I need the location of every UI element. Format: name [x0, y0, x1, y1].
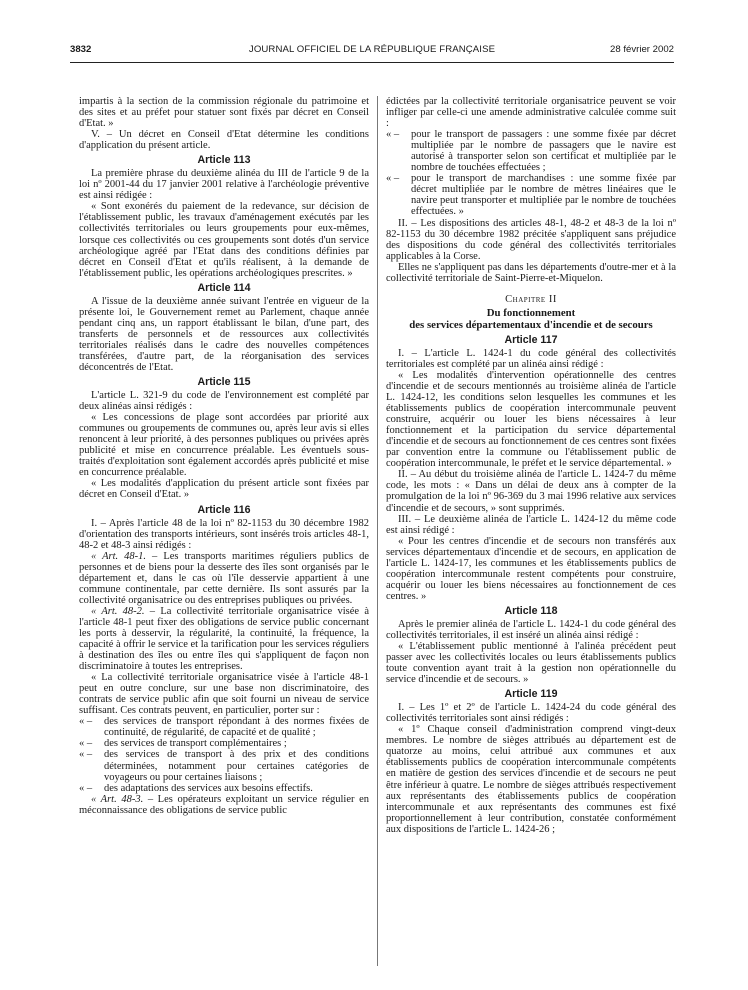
article-heading: Article 115	[197, 376, 251, 389]
paragraph	[79, 606, 369, 672]
list-dash: « –	[79, 782, 93, 794]
paragraph-text: « Pour les centres d'incendie et de secours non transférés aux services départementaux d'incendie et de secours, en application de l'article L. 1424-17, les communes et les établissements publics de coopération intercommunale restent compétents pour construire, acquérir ou louer les biens nécessaires au fonctionnement de ces centres. »	[386, 535, 676, 602]
paragraph	[79, 129, 369, 151]
paragraph	[79, 794, 369, 816]
paragraph-text: I. – L'article L. 1424-1 du code général des collectivités territoriales est complété par un alinéa ainsi rédigé :	[386, 347, 676, 370]
list-dash: « –	[79, 716, 93, 728]
paragraph-text: « 1º Chaque conseil d'administration comprend vingt-deux membres. Le nombre de sièges attribués au département est de quatorze au moins, celui attribué aux communes et aux établissements publics de coopération intercommunale compétents en matière de gestion des services d'incendie et de secours ne peut être inférieur à quatre. Le nombre de sièges attribués respectivement aux représentants des établissements publics de coopération intercommunale et aux représentants des communes est fixé proportionnellement à leur contribution, constatée conformément aux dispositions de l'article L. 1424-26 ;	[386, 724, 676, 835]
paragraph-text: « Les modalités d'intervention opérationnelle des centres d'incendie et de secours mentionnés au troisième alinéa de l'article L. 1424-12, les conditions selon lesquelles les communes et les établissements publics de coopération intercommunale peuvent construire, acquérir ou louer les biens nécessaires à leur fonctionnement et la participation du service départemental d'incendie et de secours au fonctionnement de ces centres sont fixées par convention entre la commune ou l'établissement public de coopération intercommunale, le préfet et le service départemental. »	[386, 369, 676, 470]
paragraph-text: « La collectivité territoriale organisatrice visée à l'article 48-1 peut en outre conclure, sur une base non discriminatoire, des contrats de service public afin que soit fourni un niveau de service suffisant. Ces contrats peuvent, en particulier, porter sur :	[79, 672, 369, 717]
paragraph-text: III. – Le deuxième alinéa de l'article L. 1424-12 du même code est ainsi rédigé :	[386, 513, 676, 536]
paragraph	[79, 390, 369, 412]
paragraph-text: I. – Les 1º et 2º de l'article L. 1424-24 du code général des collectivités territoriales sont ainsi rédigés :	[386, 702, 676, 725]
article-heading: Article 118	[504, 604, 558, 617]
article-heading: Article 114	[197, 281, 251, 294]
paragraph	[386, 469, 676, 513]
article-heading: Article 117	[504, 333, 558, 346]
article-reference: « Art. 48-3.	[91, 793, 144, 805]
paragraph-text: II. – Au début du troisième alinéa de l'article L. 1424-7 du même code, les mots : « Dans un délai de deux ans à compter de la promulgation de la loi nº 96-369 du 3 mai 1996 relative aux services d'incendie et de secours, » sont supprimés.	[386, 469, 676, 514]
chapter-title: Du fonctionnement	[486, 306, 576, 319]
paragraph	[386, 724, 676, 834]
paragraph-text: Après le premier alinéa de l'article L. 1424-1 du code général des collectivités territoriales, il est inséré un alinéa ainsi rédigé :	[386, 618, 676, 641]
paragraph-text: Elles ne s'appliquent pas dans les départements d'outre-mer et à la collectivité territoriale de Saint-Pierre-et-Miquelon.	[386, 261, 676, 284]
list-item	[79, 716, 369, 738]
paragraph	[386, 96, 676, 129]
article-heading: Article 119	[504, 688, 558, 701]
chapter-label: Chapitre II	[505, 293, 557, 305]
paragraph	[386, 348, 676, 370]
paragraph	[386, 619, 676, 641]
article-reference: « Art. 48-2.	[91, 605, 145, 617]
paragraph-text: impartis à la section de la commission régionale du patrimoine et des sites et au préfet pour statuer sont fixés par décret en Conseil d'Etat. »	[79, 96, 369, 130]
paragraph	[79, 551, 369, 606]
paragraph-text: V. – Un décret en Conseil d'Etat détermine les conditions d'application du présent article.	[79, 129, 369, 152]
paragraph-text: L'article L. 321-9 du code de l'environnement est complété par deux alinéas ainsi rédigés :	[79, 390, 369, 413]
article-heading: Article 113	[197, 154, 251, 167]
page-number: 3832	[70, 44, 92, 55]
list-item-text: des services de transport à des prix et des conditions déterminées, notamment pour certaines catégories de voyageurs ou pour certaines liaisons ;	[104, 749, 369, 783]
paragraph-text: édictées par la collectivité territoriale organisatrice peuvent se voir infliger par celle-ci une amende administrative calculée comme suit :	[386, 96, 676, 130]
list-dash: « –	[386, 129, 400, 141]
list-item-text: des services de transport répondant à des normes fixées de continuité, de régularité, de capacité et de qualité ;	[104, 716, 369, 739]
paragraph	[79, 201, 369, 278]
paragraph	[386, 218, 676, 262]
paragraph	[79, 296, 369, 373]
list-dash: « –	[79, 738, 93, 750]
paragraph-text: – La collectivité territoriale organisatrice visée à l'article 48-1 peut fixer des obligations de service public concernant les ports à desservir, la régularité, la continuité, la fréquence, la capacité à offrir le service et la tarification pour les services réguliers à destination des îles ou entre îles qui s'appliquent de façon non discriminatoire à toutes les entreprises.	[79, 605, 369, 673]
paragraph-text: « L'établissement public mentionné à l'alinéa précédent peut passer avec les collectivités locales ou leurs établissements publics toute convention ayant trait à la gestion non opérationnelle du service d'incendie et de secours. »	[386, 641, 676, 686]
paragraph	[386, 370, 676, 469]
left-column	[79, 96, 369, 976]
header-rule	[70, 62, 674, 63]
paragraph	[79, 168, 369, 201]
list-dash: « –	[79, 749, 93, 761]
paragraph-text: – Les transports maritimes réguliers publics de personnes et de biens pour la desserte des îles sont organisés par le département et, dans le cas où l'île desservie appartient à une commune continentale, par cette dernière. Ils sont assurés par la collectivité organisatrice ou des entreprises publiques ou privées.	[79, 550, 369, 606]
paragraph	[386, 641, 676, 685]
right-column	[386, 96, 676, 976]
list-item	[79, 738, 369, 749]
paragraph-text: La première phrase du deuxième alinéa du III de l'article 9 de la loi nº 2001-44 du 17 janvier 2001 relative à l'archéologie préventive est ainsi rédigée :	[79, 168, 369, 202]
list-item-text: pour le transport de passagers : une somme fixée par décret multipliée par le nombre de passagers que le navire est autorisé à transporter selon son certificat et multipliée par le nombre de touchées effectuées ;	[411, 129, 676, 174]
list-item	[79, 749, 369, 782]
item-list	[386, 129, 676, 217]
list-item-text: des adaptations des services aux besoins effectifs.	[104, 782, 313, 794]
list-item	[386, 129, 676, 173]
paragraph	[79, 96, 369, 129]
paragraph-text: « Sont exonérés du paiement de la redevance, sur décision de l'établissement public, les travaux d'aménagement exécutés par les collectivités territoriales ou leurs groupements pour eux-mêmes, lorsque ces collectivités ou ces groupements sont dotés d'un service archéologique agréé par l'Etat dans des conditions définies par décret en Conseil d'Etat et qu'ils réalisent, à la demande de l'établissement public, les opérations archéologiques prescrites. »	[79, 201, 369, 279]
list-item	[79, 783, 369, 794]
list-item-text: des services de transport complémentaires ;	[104, 738, 287, 750]
paragraph-text: « Les modalités d'application du présent article sont fixées par décret en Conseil d'Etat. »	[79, 478, 369, 501]
article-reference: « Art. 48-1.	[91, 550, 147, 562]
page-header	[70, 44, 674, 60]
paragraph	[79, 412, 369, 478]
journal-title: JOURNAL OFFICIEL DE LA RÉPUBLIQUE FRANÇAISE	[248, 44, 496, 55]
chapter-title: des services départementaux d'incendie et de secours	[409, 318, 653, 331]
paragraph-text: « Les concessions de plage sont accordées par priorité aux communes ou groupements de communes ou, après leur avis si elles renoncent à leur priorité, à des personnes publiques ou privées après publicité et mise en concurrence préalable. Les éventuels sous-traités d'exploitation sont également accordés après publicité et mise en concurrence préalable.	[79, 412, 369, 479]
paragraph	[386, 702, 676, 724]
list-item-text: pour le transport de marchandises : une somme fixée par décret multipliée par le nombre de mètres linéaires que le navire peut transporter et multipliée par le nombre de touchées effectuées. »	[411, 173, 676, 218]
paragraph	[386, 514, 676, 536]
paragraph	[386, 536, 676, 602]
paragraph-text: A l'issue de la deuxième année suivant l'entrée en vigueur de la présente loi, le Gouvernement remet au Parlement, chaque année pendant cinq ans, un rapport établissant le bilan, d'une part, des transferts de personnels et de ressources aux collectivités territoriales réalisés dans le cadre des nouvelles compétences transférées, d'autre part, de la réorganisation des services déconcentrés de l'Etat.	[79, 295, 369, 373]
paragraph-text: II. – Les dispositions des articles 48-1, 48-2 et 48-3 de la loi nº 82-1153 du 30 décembre 1982 précitée s'appliquent sans préjudice des dispositions du code général des collectivités territoriales applicables à la Corse.	[386, 217, 676, 262]
publication-date: 28 février 2002	[610, 44, 674, 55]
article-heading: Article 116	[197, 503, 251, 516]
paragraph	[386, 262, 676, 284]
paragraph	[79, 478, 369, 500]
paragraph-text: – Les opérateurs exploitant un service régulier en méconnaissance des obligations de service public	[79, 793, 369, 816]
list-item	[386, 173, 676, 217]
list-dash: « –	[386, 173, 400, 185]
paragraph	[79, 518, 369, 551]
paragraph	[79, 672, 369, 716]
paragraph-text: I. – Après l'article 48 de la loi nº 82-1153 du 30 décembre 1982 d'orientation des transports intérieurs, sont insérés trois articles 48-1, 48-2 et 48-3 ainsi rédigés :	[79, 517, 369, 551]
column-divider	[377, 96, 378, 966]
item-list	[79, 716, 369, 793]
